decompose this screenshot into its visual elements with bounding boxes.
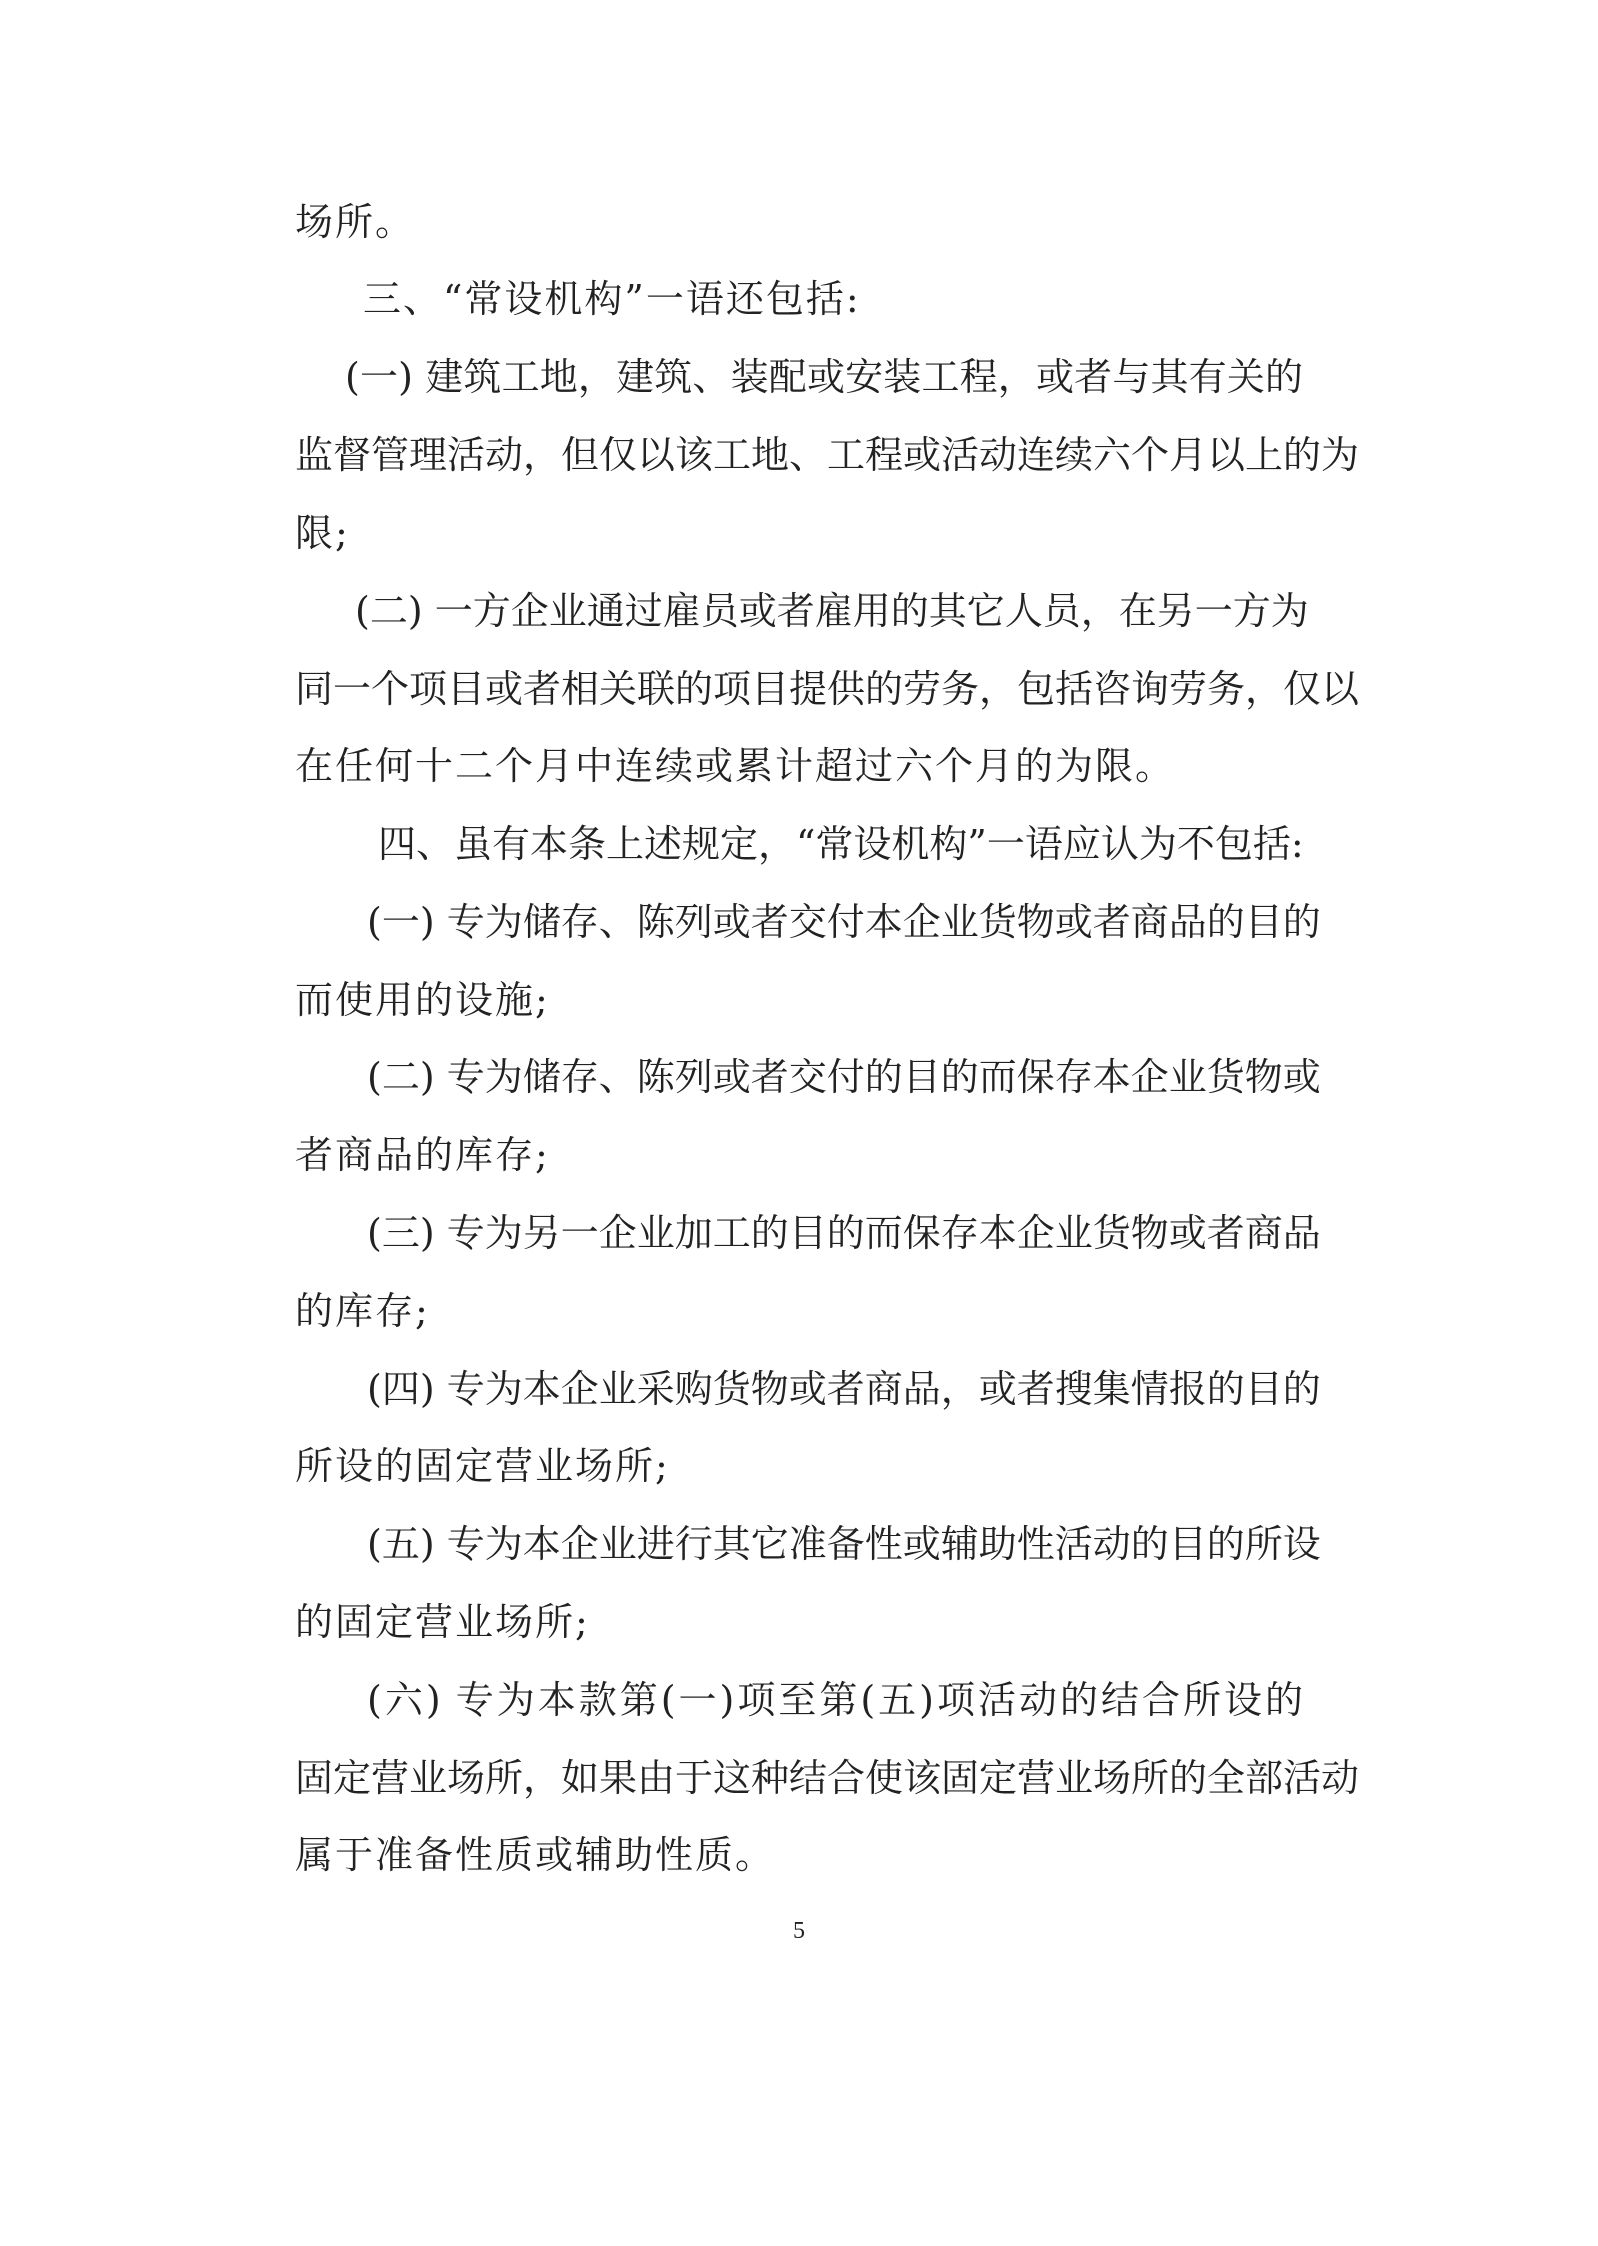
text-line: (一) 建筑工地，建筑、装配或安装工程，或者与其有关的 — [345, 355, 1303, 399]
text-line: (一) 专为储存、陈列或者交付本企业货物或者商品的目的 — [367, 900, 1321, 944]
text-line: 固定营业场所，如果由于这种结合使该固定营业场所的全部活动 — [295, 1756, 1360, 1800]
text-line: 的固定营业场所; — [295, 1600, 590, 1644]
text-line: 所设的固定营业场所; — [295, 1444, 670, 1488]
section-heading: 三、“常设机构”一语还包括: — [363, 277, 861, 321]
text-line: (五) 专为本企业进行其它准备性或辅助性活动的目的所设 — [367, 1522, 1321, 1566]
text-line: 属于准备性质或辅助性质。 — [295, 1833, 776, 1877]
text-line: 同一个项目或者相关联的项目提供的劳务，包括咨询劳务，仅以 — [295, 667, 1360, 711]
section-heading: 四、虽有本条上述规定，“常设机构”一语应认为不包括: — [378, 822, 1304, 866]
text-line: (三) 专为另一企业加工的目的而保存本企业货物或者商品 — [367, 1211, 1321, 1255]
text-line: (六) 专为本款第(一)项至第(五)项活动的结合所设的 — [367, 1678, 1303, 1722]
text-line: 的库存; — [295, 1289, 430, 1333]
text-line: (二) 一方企业通过雇员或者雇用的其它人员，在另一方为 — [355, 589, 1309, 633]
text-line: 者商品的库存; — [295, 1133, 550, 1177]
text-line: 限; — [295, 511, 350, 555]
text-line: 监督管理活动，但仅以该工地、工程或活动连续六个月以上的为 — [295, 433, 1360, 477]
text-line: 而使用的设施; — [295, 978, 550, 1022]
text-line: 场所。 — [295, 200, 416, 244]
text-line: (二) 专为储存、陈列或者交付的目的而保存本企业货物或 — [367, 1055, 1321, 1099]
page-number: 5 — [793, 1918, 805, 1944]
text-line: (四) 专为本企业采购货物或者商品，或者搜集情报的目的 — [367, 1367, 1321, 1411]
text-line: 在任何十二个月中连续或累计超过六个月的为限。 — [295, 744, 1176, 788]
